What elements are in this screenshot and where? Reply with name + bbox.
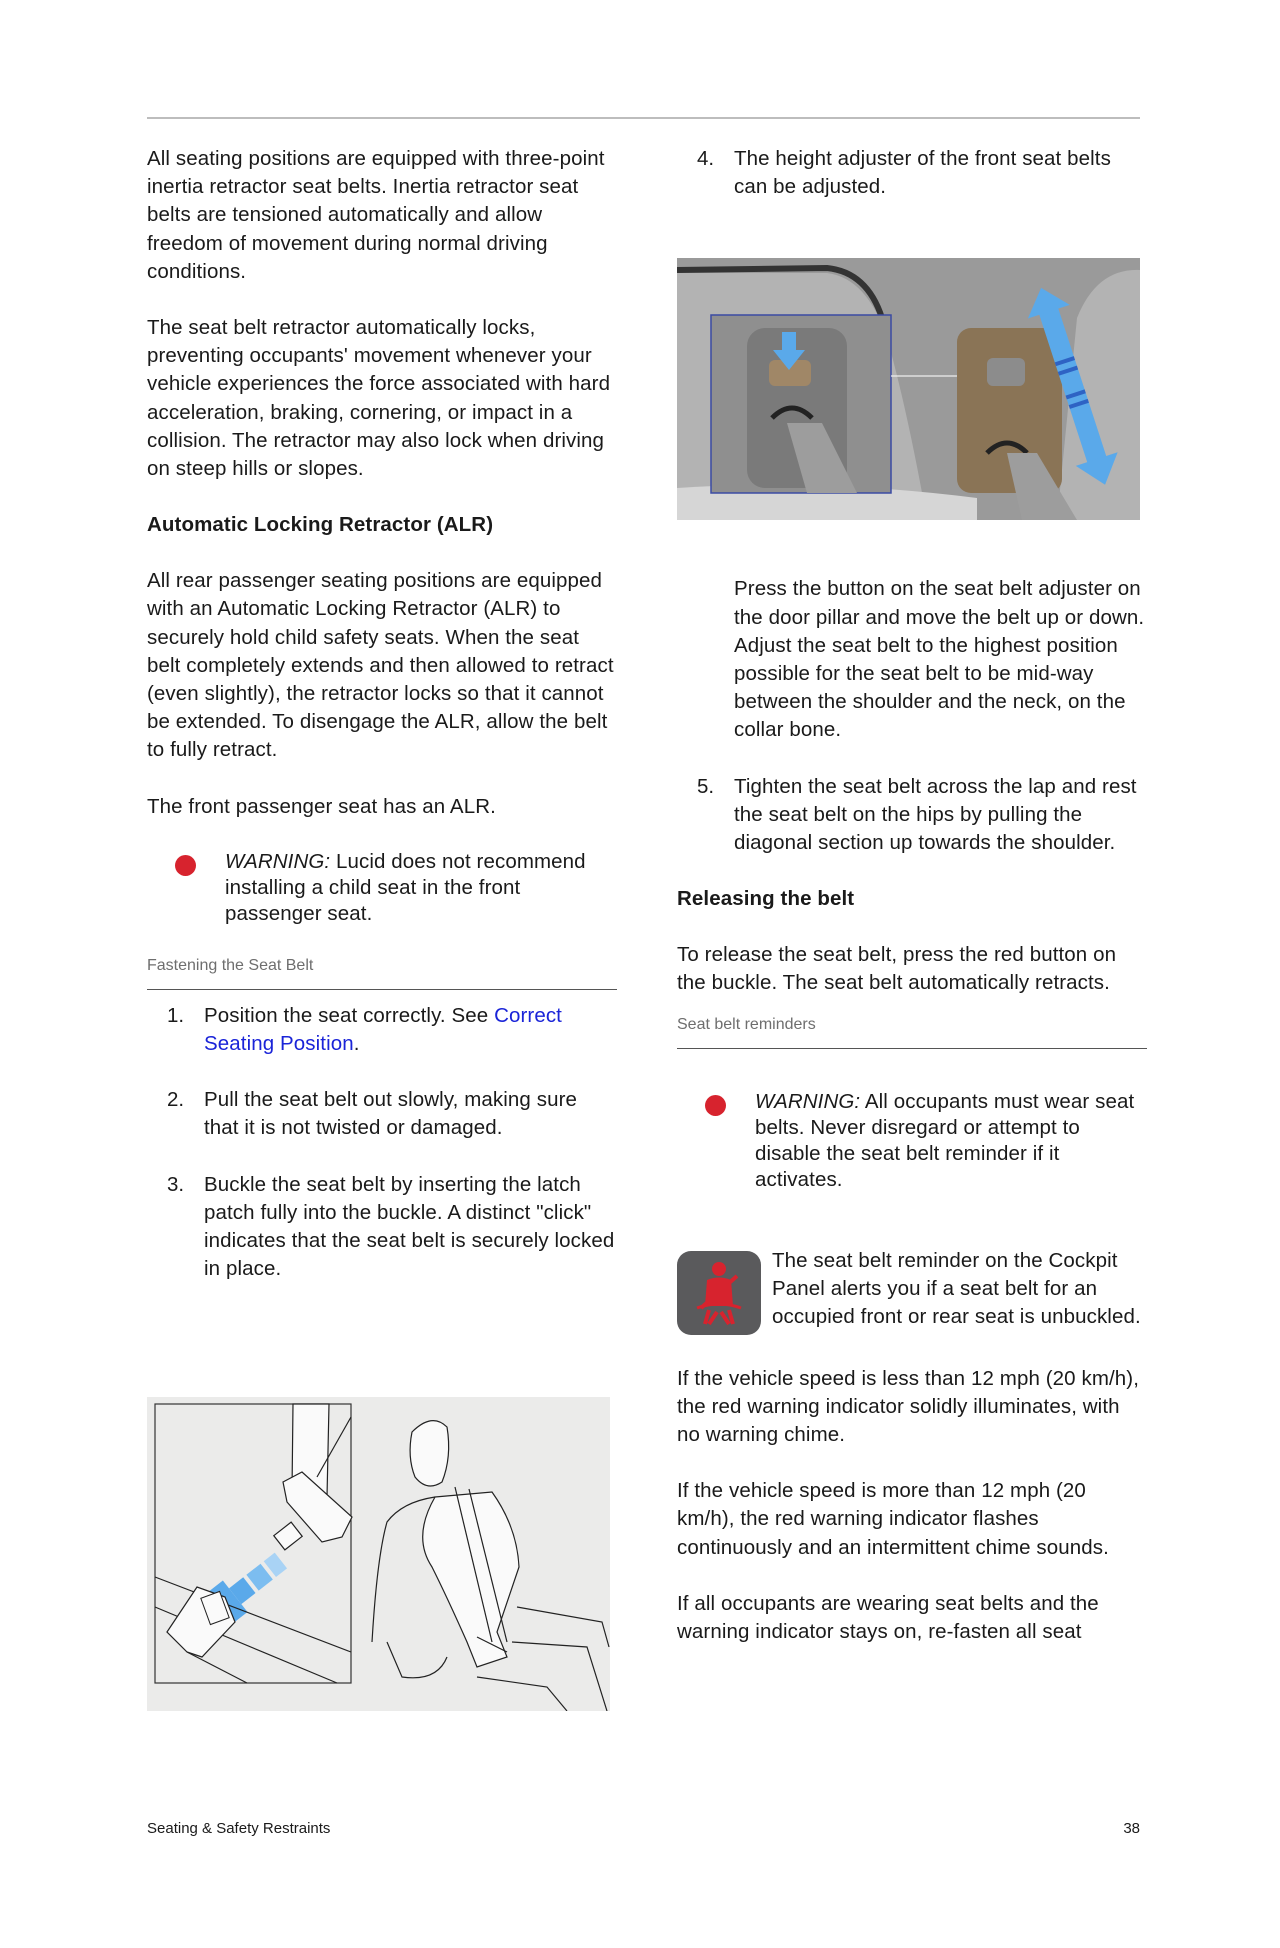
step-number: 4. bbox=[697, 147, 715, 170]
warning-text: All occupants must wear seat belts. Never disregard or attempt to disable the seat belt reminder if it activates. bbox=[755, 1089, 1135, 1191]
step-4 bbox=[677, 145, 1147, 201]
step-3 bbox=[147, 1171, 617, 1284]
speed-less-paragraph: If the vehicle speed is less than 12 mph (20 km/h), the red warning indicator solidly illuminates, with no warning chime. bbox=[677, 1366, 1140, 1447]
warning-dot-icon bbox=[705, 1095, 726, 1116]
speed-more-paragraph: If the vehicle speed is more than 12 mph (20 km/h), the red warning indicator flashes continuously and an intermittent chime sounds. bbox=[677, 1479, 1109, 1559]
right-column bbox=[677, 145, 1147, 1674]
step-number: 1. bbox=[167, 1003, 185, 1027]
buckle-illustration bbox=[147, 1397, 610, 1711]
left-column bbox=[147, 145, 617, 1311]
step-4-detail bbox=[677, 575, 1147, 744]
releasing-paragraph: To release the seat belt, press the red button on the buckle. The seat belt automatically retracts. bbox=[677, 943, 1117, 995]
reminders-section-label: Seat belt reminders bbox=[677, 1016, 1147, 1049]
step-detail-text: Press the button on the seat belt adjuster on the door pillar and move the belt up or down. Adjust the seat belt to the highest position possible for the seat belt to be mid-way between the shoulder and the neck, on the collar bone. bbox=[734, 577, 1145, 742]
height-adjuster-illustration bbox=[677, 258, 1140, 520]
warning-label: WARNING: bbox=[225, 849, 331, 873]
warning-text: Lucid does not recommend installing a child seat in the front passenger seat. bbox=[225, 849, 586, 925]
seatbelt-reminder-row bbox=[677, 1247, 1147, 1337]
warning-occupants bbox=[677, 1089, 1147, 1193]
step-text: Tighten the seat belt across the lap and rest the seat belt on the hips by pulling the diagonal section up towards the shoulder. bbox=[734, 774, 1137, 855]
step-number: 5. bbox=[697, 774, 715, 798]
warning-child-seat bbox=[147, 849, 617, 927]
step-text: Pull the seat belt out slowly, making sure that it is not twisted or damaged. bbox=[204, 1088, 577, 1140]
alr-paragraph: All rear passenger seating positions are equipped with an Automatic Locking Retractor (ALR) to securely hold child safety seats. When the seat belt completely extends and then allowed to retract (even slightly), the retractor locks so that it cannot be extended. To disengage the ALR, allow the belt to fully retract. bbox=[147, 569, 614, 762]
step-number: 3. bbox=[167, 1172, 185, 1196]
step-text: Position the seat correctly. See bbox=[204, 1003, 495, 1027]
footer-section-title: Seating & Safety Restraints bbox=[147, 1820, 331, 1837]
releasing-heading: Releasing the belt bbox=[677, 887, 855, 911]
step-number: 2. bbox=[167, 1088, 185, 1112]
top-divider bbox=[147, 117, 1140, 119]
intro-paragraph-2: The seat belt retractor automatically locks, preventing occupants' movement whenever your vehicle experiences the force associated with hard acceleration, braking, cornering, or impact in a collision. The retractor may also lock when driving on steep hills or slopes. bbox=[147, 316, 611, 481]
step-5 bbox=[677, 773, 1147, 858]
intro-paragraph-1: All seating positions are equipped with three-point inertia retractor seat belts. Inertia retractor seat belts are tensioned automatically and allow freedom of movement during normal driving conditions. bbox=[147, 147, 605, 283]
fastening-section-label: Fastening the Seat Belt bbox=[147, 957, 617, 990]
step-2 bbox=[147, 1086, 617, 1142]
step-text: The height adjuster of the front seat belts can be adjusted. bbox=[734, 147, 1111, 199]
step-text: Buckle the seat belt by inserting the latch patch fully into the buckle. A distinct "click" indicates that the seat belt is securely locked in place. bbox=[204, 1172, 615, 1281]
seatbelt-reminder-icon bbox=[677, 1251, 761, 1335]
buckle-drawing-icon bbox=[147, 1397, 610, 1711]
height-adjuster-drawing-icon bbox=[677, 258, 1140, 520]
all-wearing-paragraph: If all occupants are wearing seat belts and the warning indicator stays on, re-fasten all seat bbox=[677, 1591, 1099, 1644]
warning-label: WARNING: bbox=[755, 1089, 861, 1113]
warning-dot-icon bbox=[175, 855, 196, 876]
alr-heading: Automatic Locking Retractor (ALR) bbox=[147, 513, 494, 537]
step-1 bbox=[147, 1002, 617, 1058]
reminder-description: The seat belt reminder on the Cockpit Panel alerts you if a seat belt for an occupied front or rear seat is unbuckled. bbox=[772, 1248, 1141, 1329]
front-alr-paragraph: The front passenger seat has an ALR. bbox=[147, 794, 496, 818]
correct-seating-position-link[interactable]: Correct Seating Position bbox=[204, 1003, 562, 1056]
step-text-end: . bbox=[353, 1032, 360, 1056]
page-number: 38 bbox=[1123, 1820, 1140, 1837]
